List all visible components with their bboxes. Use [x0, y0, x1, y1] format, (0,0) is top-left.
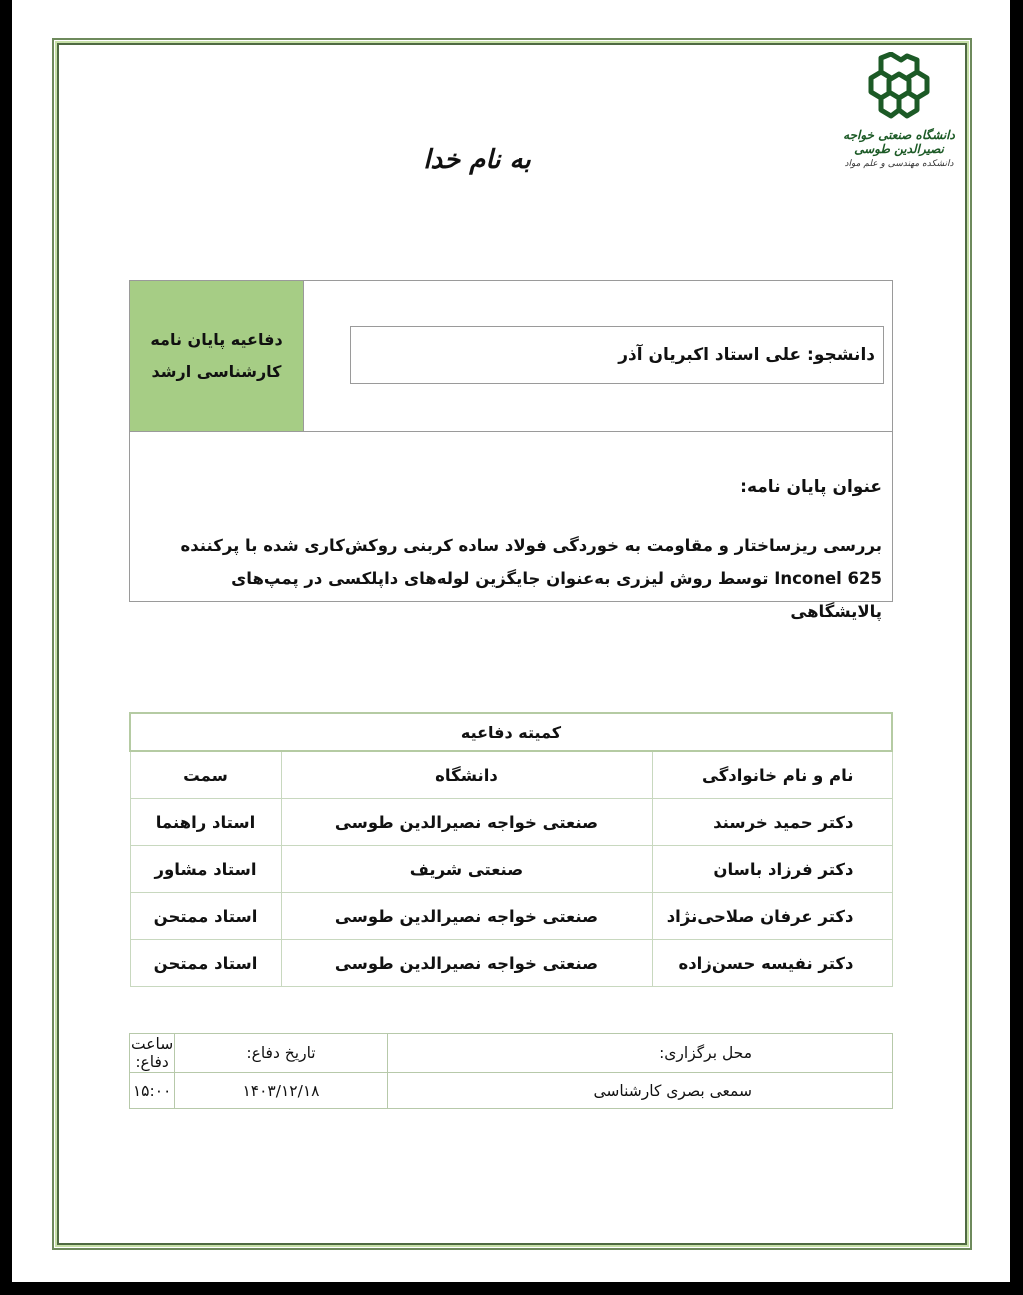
- member-role: استاد راهنما: [130, 799, 281, 846]
- table-row: [130, 940, 892, 987]
- member-university: صنعتی خواجه نصیرالدین طوسی: [281, 940, 652, 987]
- table-row: [130, 799, 892, 846]
- divider: [304, 431, 892, 432]
- student-name-field: دانشجو: علی استاد اکبریان آذر: [350, 326, 884, 384]
- committee-caption: کمیته دفاعیه: [130, 713, 892, 751]
- badge-line-2: کارشناسی ارشد: [151, 362, 282, 381]
- member-role: استاد ممتحن: [130, 940, 281, 987]
- member-role: استاد مشاور: [130, 846, 281, 893]
- thesis-info-box: [129, 280, 893, 621]
- member-name: دکتر عرفان صلاحی‌نژاد: [652, 893, 892, 940]
- member-name: دکتر فرزاد باسان: [652, 846, 892, 893]
- member-university: صنعتی خواجه نصیرالدین طوسی: [281, 799, 652, 846]
- university-logo: [834, 52, 964, 169]
- time-value: ۱۵:۰۰: [130, 1073, 175, 1109]
- column-header-university: دانشگاه: [281, 751, 652, 799]
- kntu-logo-icon: [859, 52, 939, 124]
- place-label: محل برگزاری:: [387, 1034, 892, 1073]
- place-value: سمعی بصری کارشناسی: [387, 1073, 892, 1109]
- member-name: دکتر نفیسه حسن‌زاده: [652, 940, 892, 987]
- thesis-title-label: عنوان پایان نامه:: [740, 477, 882, 497]
- date-label: تاریخ دفاع:: [175, 1034, 388, 1073]
- time-label: ساعت دفاع:: [131, 1035, 174, 1071]
- defense-details-table: [129, 1033, 893, 1109]
- date-value: ۱۴۰۳/۱۲/۱۸: [175, 1073, 388, 1109]
- member-university: صنعتی شریف: [281, 846, 652, 893]
- column-header-role: سمت: [130, 751, 281, 799]
- thesis-title: بررسی ریزساختار و مقاومت به خوردگی فولاد ساده کربنی روکش‌کاری شده با پرکننده Inconel 625 توسط روش لیزری به‌عنوان جایگزین لوله‌های داپلکسی در پمپ‌های پالایشگاهی: [180, 536, 882, 621]
- member-university: صنعتی خواجه نصیرالدین طوسی: [281, 893, 652, 940]
- document-page: [12, 0, 1010, 1282]
- badge-line-1: دفاعیه پایان نامه: [150, 330, 283, 349]
- defense-type-badge: [130, 281, 304, 432]
- committee-table: [129, 712, 893, 987]
- column-header-name: نام و نام خانوادگی: [652, 751, 892, 799]
- basmala-heading: به نام خدا: [423, 145, 531, 175]
- table-row: [130, 846, 892, 893]
- university-name: دانشگاه صنعتی خواجه نصیرالدین طوسی: [843, 128, 955, 156]
- table-header-row: [130, 751, 892, 799]
- member-name: دکتر حمید خرسند: [652, 799, 892, 846]
- table-row: [130, 893, 892, 940]
- faculty-name: دانشکده مهندسی و علم مواد: [844, 159, 954, 169]
- member-role: استاد ممتحن: [130, 893, 281, 940]
